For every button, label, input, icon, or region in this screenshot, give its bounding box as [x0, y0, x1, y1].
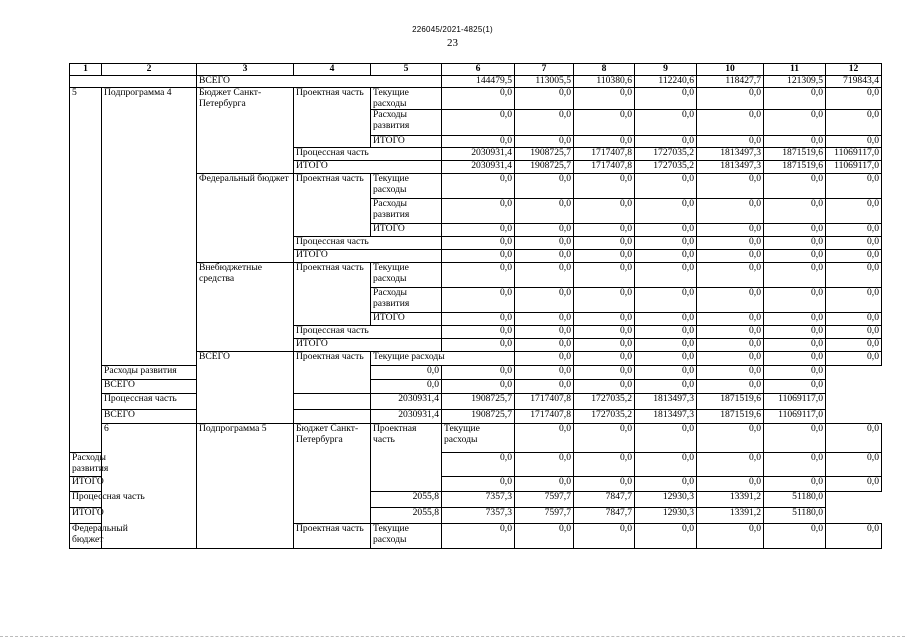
value-cell: 0,0 — [442, 174, 515, 199]
value-cell: 0,0 — [764, 136, 826, 148]
value-cell: 0,0 — [515, 237, 574, 250]
value-cell: 0,0 — [635, 453, 697, 477]
value-cell: 0,0 — [574, 288, 635, 313]
value-cell: 0,0 — [515, 477, 574, 492]
value-cell: 0,0 — [764, 453, 826, 477]
expense-kind: Расходы развития — [371, 288, 442, 313]
row-label: ИТОГО — [294, 250, 442, 263]
value-cell: 0,0 — [697, 88, 764, 110]
value-cell: 1813497,3 — [635, 410, 697, 424]
value-cell: 7597,7 — [515, 508, 574, 524]
value-cell: 0,0 — [826, 136, 882, 148]
column-header: 10 — [697, 64, 764, 76]
value-cell: 1717407,8 — [574, 148, 635, 161]
value-cell: 2055,8 — [371, 492, 442, 508]
value-cell: 7847,7 — [574, 492, 635, 508]
value-cell: 0,0 — [764, 366, 826, 380]
value-cell: 0,0 — [826, 237, 882, 250]
value-cell: 0,0 — [826, 110, 882, 136]
value-cell: 0,0 — [826, 88, 882, 110]
value-cell: 0,0 — [635, 88, 697, 110]
value-cell: 1813497,3 — [697, 148, 764, 161]
value-cell: 0,0 — [826, 339, 882, 352]
value-cell: 1813497,3 — [697, 161, 764, 174]
page-number: 23 — [447, 37, 458, 49]
value-cell: 0,0 — [515, 250, 574, 263]
value-cell: 0,0 — [826, 313, 882, 326]
budget-table — [69, 63, 882, 549]
blank-cell — [70, 76, 197, 88]
table-row — [70, 380, 882, 394]
value-cell: 1727035,2 — [635, 161, 697, 174]
value-cell: 0,0 — [635, 313, 697, 326]
value-cell: 0,0 — [697, 110, 764, 136]
value-cell: 2030931,4 — [371, 394, 442, 410]
column-header: 1 — [70, 64, 102, 76]
value-cell: 1871519,6 — [697, 410, 764, 424]
table-row — [70, 88, 882, 110]
table-row — [70, 424, 882, 453]
value-cell: 0,0 — [442, 453, 515, 477]
value-cell: 0,0 — [515, 424, 574, 453]
value-cell: 0,0 — [442, 366, 515, 380]
value-cell: 0,0 — [515, 453, 574, 477]
value-cell: 0,0 — [764, 174, 826, 199]
value-cell: 0,0 — [764, 424, 826, 453]
value-cell: 0,0 — [442, 313, 515, 326]
value-cell: 0,0 — [574, 136, 635, 148]
value-cell: 0,0 — [574, 339, 635, 352]
value-cell: 0,0 — [442, 263, 515, 288]
value-cell: 51180,0 — [764, 508, 826, 524]
value-cell: 0,0 — [635, 199, 697, 224]
table-row — [70, 76, 882, 88]
part-name: Проектная часть — [371, 424, 442, 492]
expense-kind: Расходы развития — [371, 110, 442, 136]
row-label: Процессная часть — [294, 148, 442, 161]
value-cell: 1813497,3 — [635, 394, 697, 410]
expense-kind: Текущие расходы — [371, 263, 442, 288]
value-cell: 1871519,6 — [764, 148, 826, 161]
value-cell: 1717407,8 — [574, 161, 635, 174]
part-name: Проектная часть — [294, 263, 371, 326]
value-cell: 0,0 — [635, 352, 697, 366]
value-cell: 0,0 — [574, 110, 635, 136]
value-cell: 0,0 — [697, 524, 764, 549]
value-cell: 1908725,7 — [515, 148, 574, 161]
value-cell: 0,0 — [574, 326, 635, 339]
row-label: ВСЕГО — [197, 76, 442, 88]
value-cell: 0,0 — [635, 424, 697, 453]
expense-kind: ВСЕГО — [102, 380, 294, 394]
value-cell: 0,0 — [515, 313, 574, 326]
value-cell: 121309,5 — [764, 76, 826, 88]
value-cell: 0,0 — [697, 313, 764, 326]
funding-source: Федеральный бюджет — [70, 524, 102, 549]
value-cell: 0,0 — [764, 380, 826, 394]
value-cell: 0,0 — [515, 110, 574, 136]
expense-kind: Расходы развития — [102, 366, 294, 380]
value-cell: 0,0 — [764, 326, 826, 339]
value-cell: 0,0 — [635, 237, 697, 250]
value-cell: 0,0 — [442, 237, 515, 250]
value-cell: 0,0 — [697, 174, 764, 199]
value-cell: 0,0 — [515, 366, 574, 380]
value-cell: 0,0 — [697, 352, 764, 366]
value-cell: 0,0 — [764, 352, 826, 366]
value-cell: 0,0 — [697, 380, 764, 394]
value-cell: 0,0 — [574, 477, 635, 492]
part-name: Проектная часть — [294, 524, 371, 549]
value-cell: 719843,4 — [826, 76, 882, 88]
value-cell: 0,0 — [515, 224, 574, 237]
value-cell: 51180,0 — [764, 492, 826, 508]
column-header: 6 — [442, 64, 515, 76]
value-cell: 0,0 — [574, 199, 635, 224]
value-cell: 0,0 — [635, 326, 697, 339]
value-cell: 13391,2 — [697, 492, 764, 508]
value-cell: 0,0 — [635, 263, 697, 288]
value-cell: 0,0 — [515, 326, 574, 339]
value-cell: 0,0 — [442, 524, 515, 549]
value-cell: 0,0 — [764, 288, 826, 313]
value-cell: 0,0 — [697, 339, 764, 352]
value-cell: 0,0 — [442, 380, 515, 394]
value-cell: 1871519,6 — [697, 394, 764, 410]
value-cell: 0,0 — [764, 224, 826, 237]
value-cell: 0,0 — [574, 380, 635, 394]
value-cell: 0,0 — [574, 424, 635, 453]
value-cell: 0,0 — [697, 477, 764, 492]
expense-kind: ИТОГО — [371, 224, 442, 237]
value-cell: 0,0 — [826, 326, 882, 339]
value-cell: 0,0 — [515, 352, 574, 366]
value-cell: 0,0 — [515, 199, 574, 224]
value-cell: 13391,2 — [697, 508, 764, 524]
table-row — [70, 366, 882, 380]
value-cell: 0,0 — [442, 88, 515, 110]
table-row — [70, 508, 882, 524]
value-cell: 0,0 — [764, 110, 826, 136]
value-cell: 0,0 — [697, 453, 764, 477]
value-cell: 7597,7 — [515, 492, 574, 508]
value-cell: 0,0 — [826, 453, 882, 477]
scan-edge — [0, 636, 905, 637]
row-label: Процессная часть — [294, 326, 442, 339]
value-cell: 7357,3 — [442, 492, 515, 508]
value-cell: 0,0 — [574, 366, 635, 380]
subprogram-name: Подпрограмма 4 — [102, 88, 197, 366]
table-row — [70, 410, 882, 424]
value-cell: 1908725,7 — [442, 394, 515, 410]
value-cell: 0,0 — [574, 263, 635, 288]
value-cell: 12930,3 — [635, 508, 697, 524]
funding-source: Федеральный бюджет — [197, 174, 294, 263]
column-header: 3 — [197, 64, 294, 76]
value-cell: 0,0 — [635, 110, 697, 136]
funding-source: Внебюджетные средства — [197, 263, 294, 352]
value-cell: 0,0 — [515, 174, 574, 199]
value-cell: 0,0 — [697, 263, 764, 288]
value-cell: 0,0 — [764, 477, 826, 492]
value-cell: 0,0 — [764, 313, 826, 326]
value-cell: 0,0 — [515, 524, 574, 549]
value-cell: 11069117,0 — [764, 394, 826, 410]
value-cell: 0,0 — [635, 288, 697, 313]
value-cell: 0,0 — [635, 224, 697, 237]
value-cell: 0,0 — [574, 88, 635, 110]
column-header: 2 — [102, 64, 197, 76]
value-cell: 0,0 — [442, 199, 515, 224]
total-name: ВСЕГО — [197, 352, 294, 424]
row-number: 5 — [70, 88, 102, 453]
value-cell: 0,0 — [442, 136, 515, 148]
part-name: Проектная часть — [294, 174, 371, 237]
row-label: Процессная часть — [294, 237, 442, 250]
value-cell: 144479,5 — [442, 76, 515, 88]
value-cell: 0,0 — [371, 380, 442, 394]
value-cell: 0,0 — [826, 224, 882, 237]
value-cell: 0,0 — [635, 339, 697, 352]
value-cell: 0,0 — [826, 424, 882, 453]
part-name: Проектная часть — [294, 88, 371, 148]
value-cell: 1727035,2 — [574, 394, 635, 410]
column-header: 12 — [826, 64, 882, 76]
expense-kind: ИТОГО — [371, 313, 442, 326]
value-cell: 0,0 — [515, 88, 574, 110]
value-cell: 0,0 — [371, 366, 442, 380]
column-number-header — [70, 64, 882, 76]
value-cell: 0,0 — [697, 250, 764, 263]
value-cell: 7847,7 — [574, 508, 635, 524]
value-cell: 0,0 — [635, 477, 697, 492]
value-cell: 0,0 — [574, 224, 635, 237]
value-cell: 1908725,7 — [442, 410, 515, 424]
table-row — [70, 394, 882, 410]
value-cell: 0,0 — [697, 288, 764, 313]
expense-kind: Расходы развития — [70, 453, 102, 477]
value-cell: 0,0 — [826, 352, 882, 366]
expense-kind: ИТОГО — [70, 477, 102, 492]
expense-kind: Текущие расходы — [442, 424, 515, 453]
value-cell: 1717407,8 — [515, 394, 574, 410]
value-cell: 0,0 — [515, 136, 574, 148]
value-cell: 0,0 — [764, 339, 826, 352]
value-cell: 0,0 — [826, 263, 882, 288]
value-cell: 1727035,2 — [635, 148, 697, 161]
expense-kind: ИТОГО — [371, 136, 442, 148]
value-cell: 0,0 — [697, 326, 764, 339]
value-cell: 0,0 — [442, 288, 515, 313]
value-cell: 0,0 — [826, 199, 882, 224]
row-label: ИТОГО — [70, 508, 197, 524]
row-label: ИТОГО — [294, 339, 442, 352]
value-cell: 1717407,8 — [515, 410, 574, 424]
value-cell: 0,0 — [574, 250, 635, 263]
value-cell: 0,0 — [574, 237, 635, 250]
value-cell: 0,0 — [515, 288, 574, 313]
value-cell: 0,0 — [442, 110, 515, 136]
value-cell: 0,0 — [574, 174, 635, 199]
row-label: ВСЕГО — [102, 410, 371, 424]
expense-kind: Расходы развития — [371, 199, 442, 224]
table-row — [70, 492, 882, 508]
column-header: 8 — [574, 64, 635, 76]
value-cell: 0,0 — [635, 366, 697, 380]
expense-kind: Текущие расходы — [371, 174, 442, 199]
value-cell: 0,0 — [764, 250, 826, 263]
value-cell: 110380,6 — [574, 76, 635, 88]
value-cell: 11069117,0 — [826, 161, 882, 174]
value-cell: 0,0 — [826, 250, 882, 263]
value-cell: 0,0 — [826, 174, 882, 199]
value-cell: 0,0 — [574, 524, 635, 549]
value-cell: 0,0 — [515, 380, 574, 394]
value-cell: 0,0 — [515, 263, 574, 288]
value-cell: 12930,3 — [635, 492, 697, 508]
column-header: 7 — [515, 64, 574, 76]
value-cell: 0,0 — [826, 524, 882, 549]
funding-source: Бюджет Санкт-Петербурга — [197, 88, 294, 174]
funding-source: Бюджет Санкт-Петербурга — [294, 424, 371, 524]
value-cell: 0,0 — [574, 313, 635, 326]
value-cell: 11069117,0 — [826, 148, 882, 161]
value-cell: 2030931,4 — [442, 161, 515, 174]
value-cell: 0,0 — [635, 524, 697, 549]
value-cell: 0,0 — [764, 524, 826, 549]
part-name: Проектная часть — [294, 352, 371, 394]
column-header: 9 — [635, 64, 697, 76]
value-cell: 0,0 — [764, 88, 826, 110]
expense-kind: Текущие расходы — [371, 88, 442, 110]
value-cell: 0,0 — [442, 339, 515, 352]
value-cell: 11069117,0 — [764, 410, 826, 424]
column-header: 5 — [371, 64, 442, 76]
value-cell: 0,0 — [826, 477, 882, 492]
value-cell: 0,0 — [635, 174, 697, 199]
value-cell: 0,0 — [515, 339, 574, 352]
row-label: Процессная часть — [102, 394, 371, 410]
value-cell: 0,0 — [764, 199, 826, 224]
expense-kind: Текущие расходы — [371, 524, 442, 549]
value-cell: 1727035,2 — [574, 410, 635, 424]
subprogram-name: Подпрограмма 5 — [197, 424, 294, 549]
value-cell: 0,0 — [442, 250, 515, 263]
value-cell: 0,0 — [764, 237, 826, 250]
value-cell: 0,0 — [764, 263, 826, 288]
row-label: Процессная часть — [70, 492, 197, 508]
value-cell: 113005,5 — [515, 76, 574, 88]
value-cell: 2055,8 — [371, 508, 442, 524]
value-cell: 0,0 — [697, 366, 764, 380]
value-cell: 0,0 — [635, 380, 697, 394]
document-id: 226045/2021-4825(1) — [412, 25, 493, 34]
value-cell: 0,0 — [697, 199, 764, 224]
value-cell: 0,0 — [697, 424, 764, 453]
value-cell: 0,0 — [442, 224, 515, 237]
row-label: ИТОГО — [294, 161, 442, 174]
value-cell: 1871519,6 — [764, 161, 826, 174]
column-header: 11 — [764, 64, 826, 76]
value-cell: 0,0 — [635, 136, 697, 148]
value-cell: 118427,7 — [697, 76, 764, 88]
value-cell: 112240,6 — [635, 76, 697, 88]
column-header: 4 — [294, 64, 371, 76]
value-cell: 0,0 — [697, 237, 764, 250]
value-cell: 2030931,4 — [371, 410, 442, 424]
expense-kind: Текущие расходы — [371, 352, 515, 366]
row-number: 6 — [102, 424, 197, 549]
value-cell: 0,0 — [697, 224, 764, 237]
value-cell: 0,0 — [442, 326, 515, 339]
value-cell: 0,0 — [442, 477, 515, 492]
value-cell: 0,0 — [826, 288, 882, 313]
value-cell: 0,0 — [635, 250, 697, 263]
value-cell: 0,0 — [574, 453, 635, 477]
value-cell: 7357,3 — [442, 508, 515, 524]
value-cell: 2030931,4 — [442, 148, 515, 161]
value-cell: 1908725,7 — [515, 161, 574, 174]
value-cell: 0,0 — [574, 352, 635, 366]
value-cell: 0,0 — [697, 136, 764, 148]
